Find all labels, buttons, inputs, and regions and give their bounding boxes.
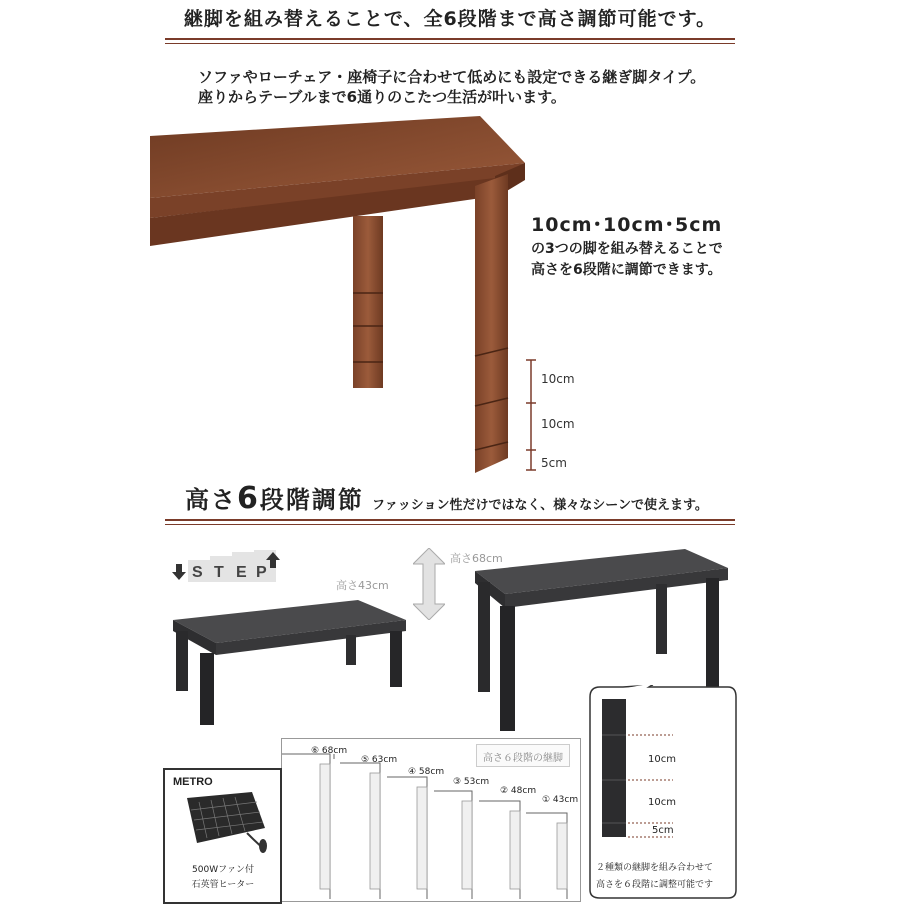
section-divider-top (165, 519, 735, 521)
section-divider-bottom (165, 524, 735, 525)
high-height-label: 高さ68cm (450, 552, 503, 565)
step-letter-e: E (236, 564, 247, 581)
level-5-label: ⑤ 63cm (361, 755, 398, 765)
leg-dim-label-bottom: 5cm (541, 456, 567, 470)
heater-card (163, 768, 282, 904)
leg-sizes-heading: 10cm･10cm･5cm (531, 214, 723, 236)
low-height-label: 高さ43cm (336, 579, 389, 592)
leg-info-line-1: の3つの脚を組み替えることで (531, 241, 723, 257)
low-table-image (168, 595, 413, 730)
page-title: 継脚を組み替えることで、全6段階まで高さ調節可能です。 (183, 8, 717, 30)
step-letter-s: S (192, 564, 203, 581)
intro-line-1: ソファやローチェア・座椅子に合わせて低めにも設定できる継ぎ脚タイプ。 (198, 68, 706, 86)
step-letter-p: P (256, 564, 267, 581)
callout-desc-1: ２種類の継脚を組み合わせて (596, 863, 714, 873)
callout-dim-2: 10cm (648, 797, 676, 808)
diagram-tag (476, 744, 570, 767)
step-stairs (172, 550, 282, 582)
leg-dimension-bracket (524, 355, 538, 475)
diagram-tag-text: 高さ６段階の継脚 (483, 753, 563, 764)
intro-line-2: 座りからテーブルまで6通りのこたつ生活が叶います。 (198, 88, 566, 106)
level-3-label: ③ 53cm (453, 777, 490, 787)
callout-dim-3: 5cm (652, 825, 674, 836)
leg-dim-label-top: 10cm (541, 372, 575, 386)
step-badge (172, 550, 282, 586)
callout-desc-2: 高さを６段階に調整可能です (596, 880, 714, 890)
callout-dim-1: 10cm (648, 754, 676, 765)
leg-dim-label-mid: 10cm (541, 417, 575, 431)
section-subtitle: ファッション性だけではなく、様々なシーンで使えます。 (372, 498, 708, 513)
heater-brand: METRO (173, 776, 213, 788)
level-1-label: ① 43cm (542, 795, 579, 805)
header-divider-bottom (165, 43, 735, 44)
level-4-label: ④ 58cm (408, 767, 445, 777)
double-arrow-icon (413, 548, 445, 620)
wood-table-image (140, 108, 540, 478)
section-title-pre: 高さ (185, 486, 237, 514)
arrow-down-icon (172, 564, 186, 580)
level-2-label: ② 48cm (500, 786, 537, 796)
heater-desc-2: 石英管ヒーター (191, 880, 255, 890)
leg-info-line-2: 高さを6段階に調節できます。 (531, 262, 722, 278)
section-title-number: 6 (237, 481, 260, 516)
section-title-post: 段階調節 (259, 486, 364, 514)
heater-image (177, 788, 267, 858)
section-title (185, 480, 364, 516)
level-6-label: ⑥ 68cm (311, 746, 348, 756)
header-divider-top (165, 38, 735, 40)
step-letter-t: T (214, 564, 224, 581)
heater-desc-1: 500Wファン付 (192, 865, 254, 875)
